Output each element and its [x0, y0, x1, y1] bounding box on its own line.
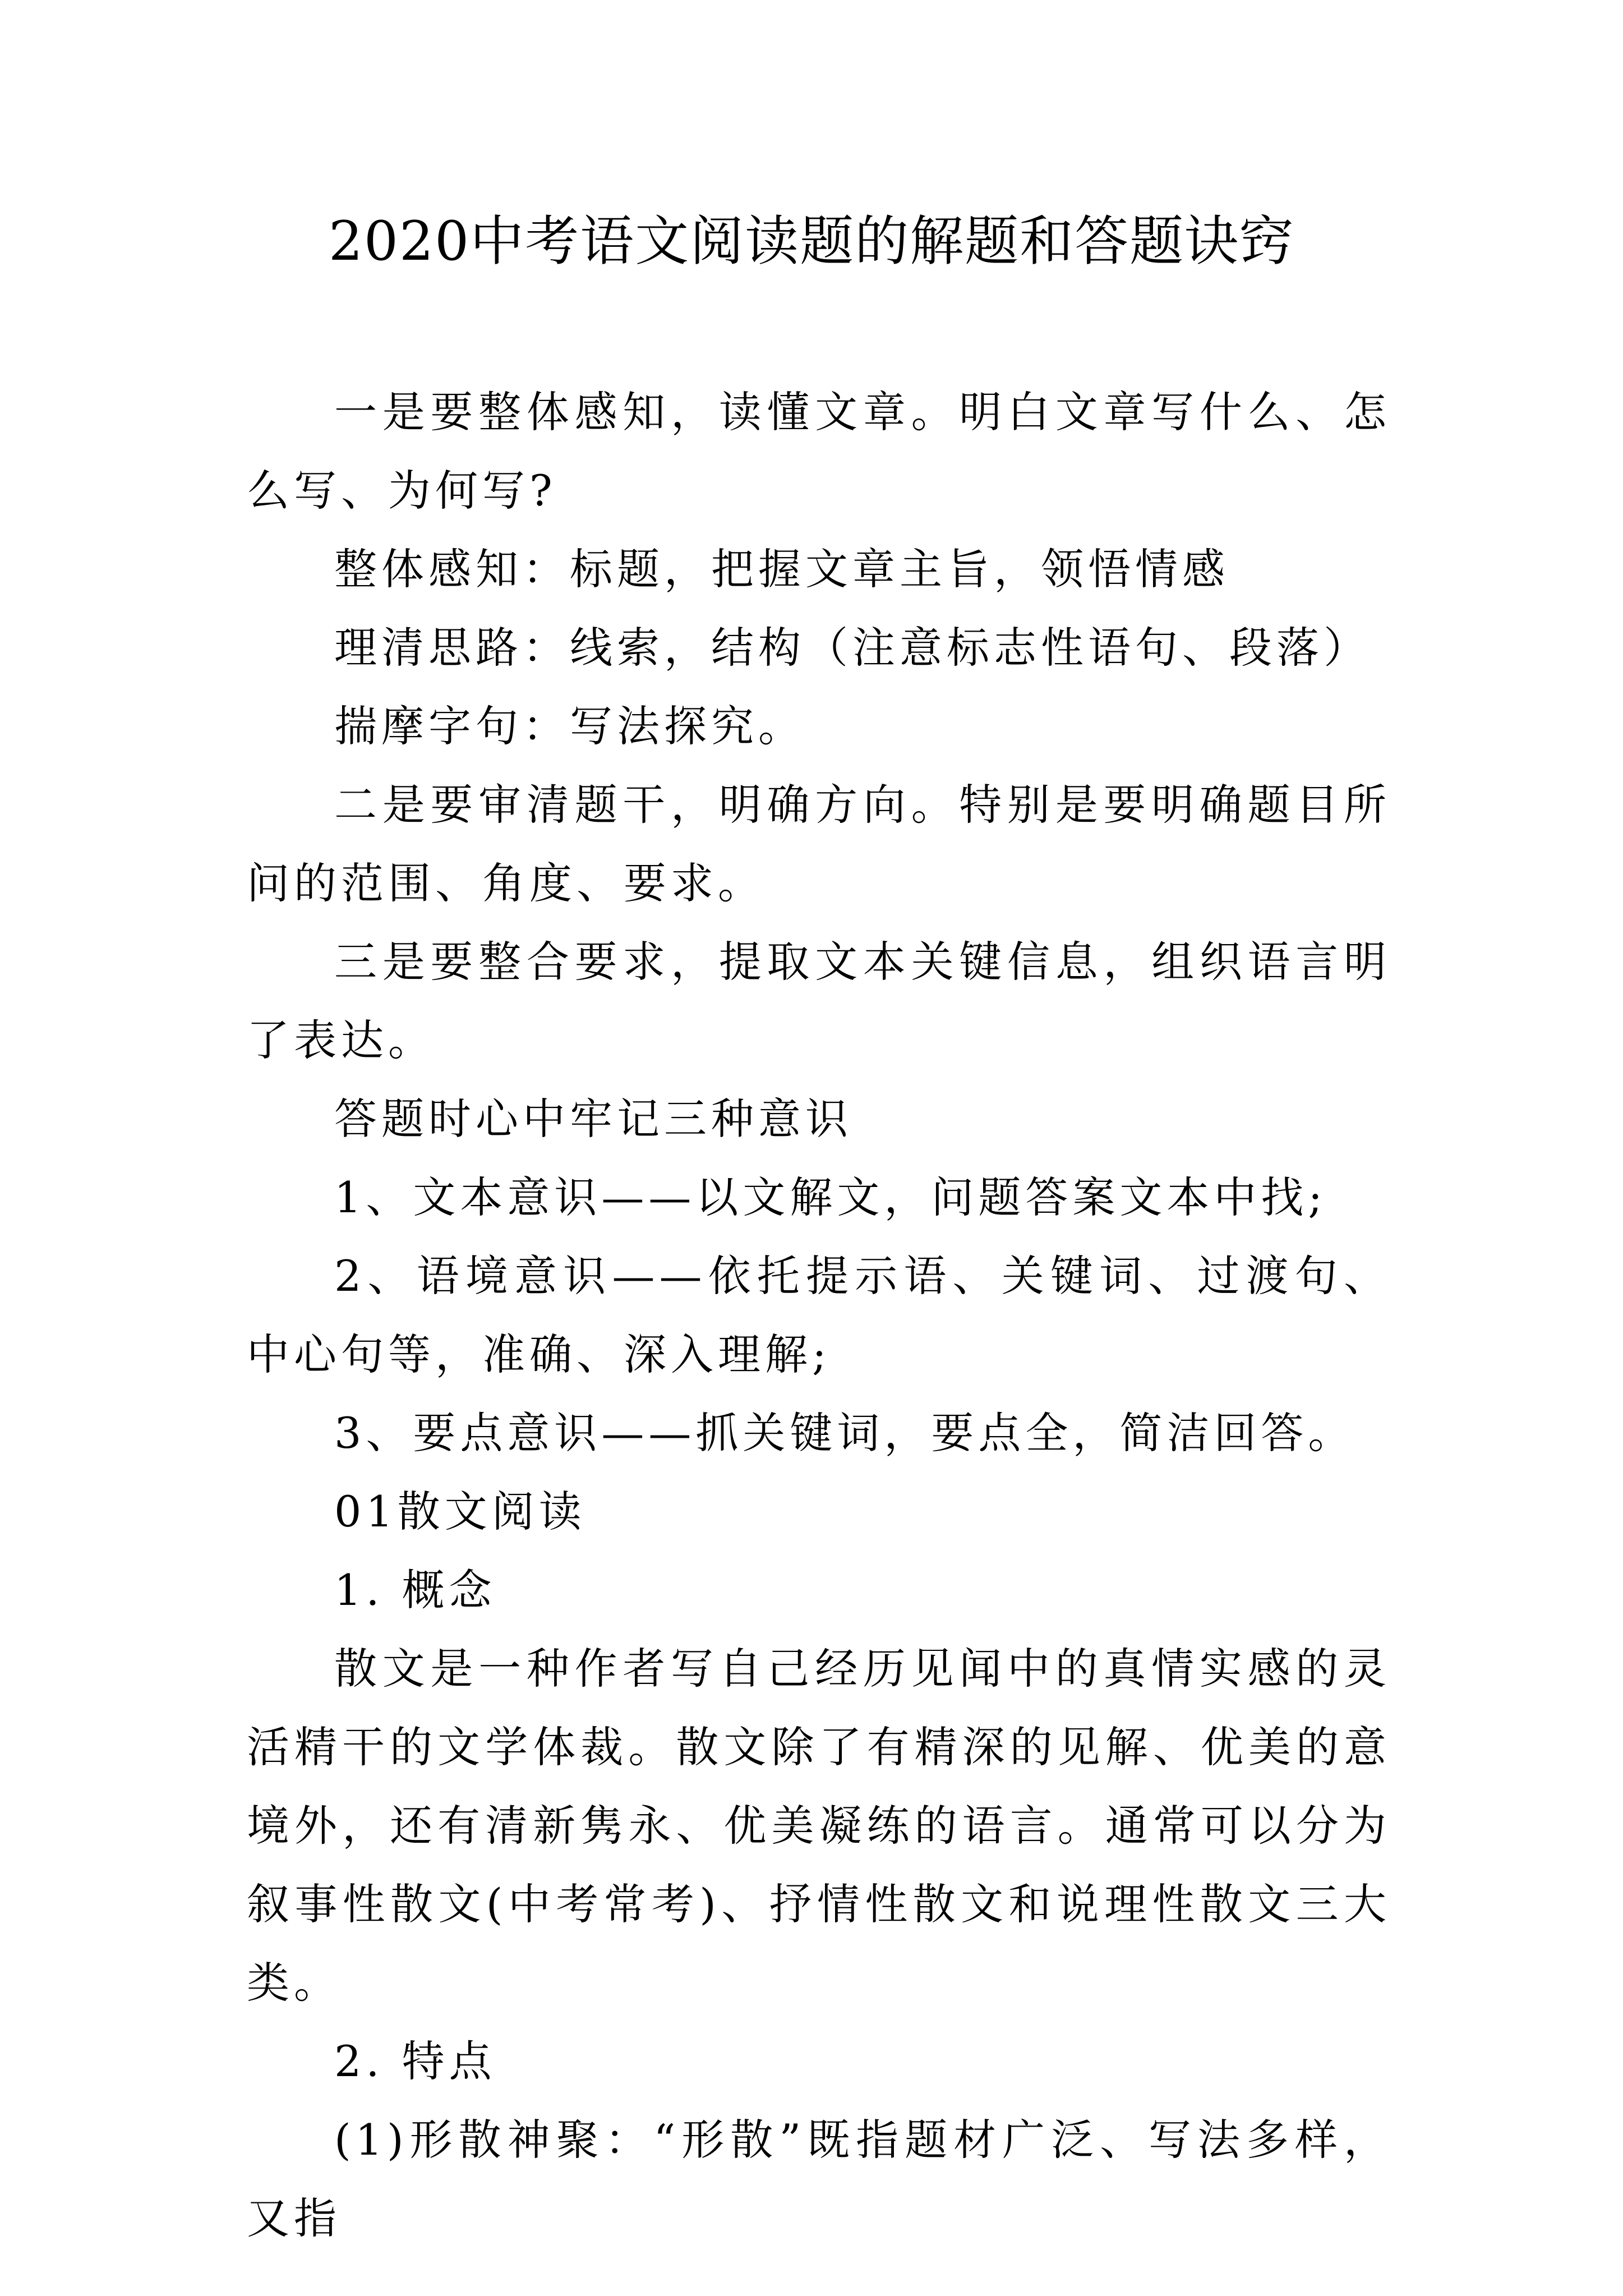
paragraph: 三是要整合要求，提取文本关键信息，组织语言明了表达。 [247, 937, 1391, 1065]
paragraph: 2、语境意识——依托提示语、关键词、过渡句、中心句等，准确、深入理解; [247, 1251, 1391, 1379]
document-title: 2020中考语文阅读题的解题和答题诀窍 [328, 210, 1295, 273]
section-heading: 01散文阅读 [334, 1487, 586, 1536]
paragraph: 散文是一种作者写自己经历见闻中的真情实感的灵活精干的文学体裁。散文除了有精深的见解、优美的意境外，还有清新隽永、优美凝练的语言。通常可以分为叙事性散文(中考常考)、抒情性散文和说理性散文三大类。 [247, 1644, 1391, 2008]
paragraph: 理清思路：线索，结构（注意标志性语句、段落） [334, 623, 1371, 673]
paragraph: 揣摩字句：写法探究。 [334, 701, 805, 751]
subsection-heading: 1. 概念 [334, 1565, 496, 1615]
paragraph: 3、要点意识——抓关键词，要点全，简洁回答。 [334, 1408, 1355, 1458]
paragraph: (1)形散神聚：“形散”既指题材广泛、写法多样，又指 [247, 2115, 1391, 2243]
paragraph: 1、文本意识——以文解文，问题答案文本中找; [334, 1172, 1327, 1222]
paragraph: 答题时心中牢记三种意识 [334, 1094, 852, 1144]
subsection-heading: 2. 特点 [334, 2036, 496, 2086]
paragraph: 二是要审清题干，明确方向。特别是要明确题目所问的范围、角度、要求。 [247, 780, 1391, 908]
paragraph: 整体感知：标题，把握文章主旨，领悟情感 [334, 544, 1229, 594]
document-body [247, 373, 1391, 2258]
paragraph: 一是要整体感知，读懂文章。明白文章写什么、怎么写、为何写? [247, 387, 1391, 516]
